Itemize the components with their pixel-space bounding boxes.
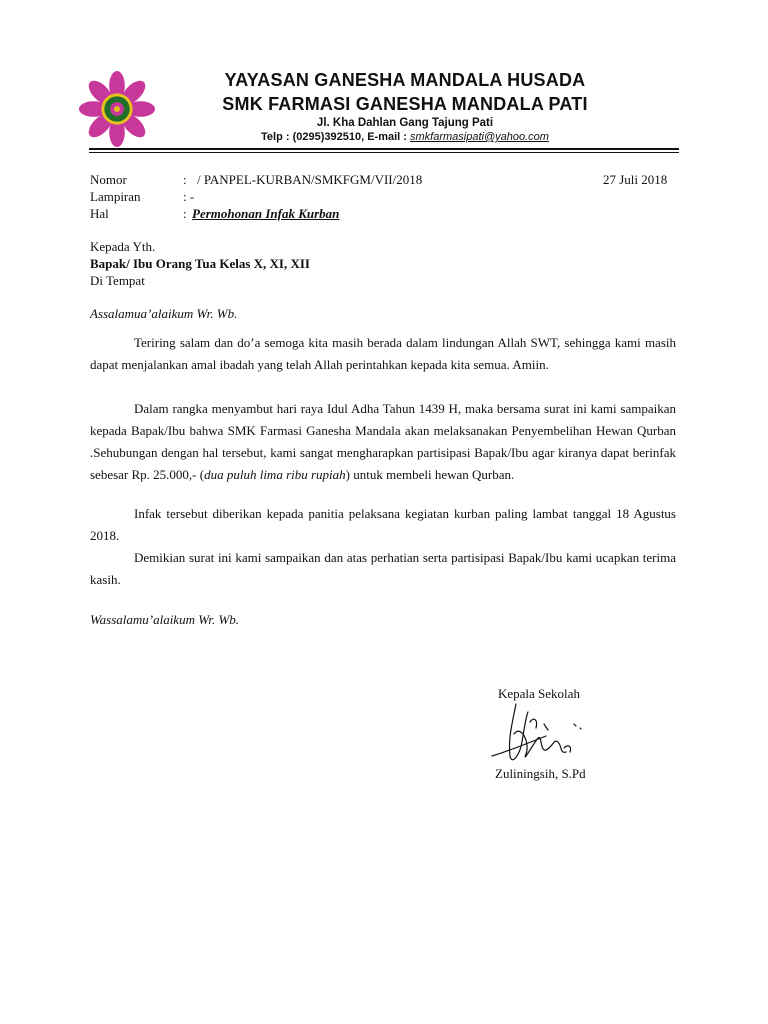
contact-label: Telp : (0295)392510, E-mail : bbox=[261, 131, 407, 143]
hal-subject: Permohonan Infak Kurban bbox=[192, 206, 340, 221]
nomor-value: / PANPEL-KURBAN/SMKFGM/VII/2018 bbox=[197, 172, 423, 187]
letter-date: 27 Juli 2018 bbox=[603, 172, 668, 187]
hal-label: Hal bbox=[90, 206, 109, 221]
lampiran-label: Lampiran bbox=[90, 189, 141, 204]
foundation-name: YAYASAN GANESHA MANDALA HUSADA bbox=[224, 70, 586, 90]
paragraph-4: Demikian surat ini kami sampaikan dan atas perhatian serta partisipasi Bapak/Ibu kami ucapkan terima kasih. bbox=[90, 550, 676, 587]
recipient-line-2: Bapak/ Ibu Orang Tua Kelas X, XI, XII bbox=[90, 256, 310, 271]
lampiran-value: : - bbox=[183, 189, 195, 204]
hal-colon: : bbox=[183, 206, 187, 221]
nomor-label: Nomor bbox=[90, 172, 127, 187]
paragraph-2-text: Dalam rangka menyambut hari raya Idul Adha Tahun 1439 H, maka bersama surat ini kami sampaikan kepada Bapak/Ibu bahwa SMK Farmasi Ganesha Mandala akan melaksanakan Penyembelihan Hewan Qurban .Sehubungan dengan hal tersebut, kami sangat mengharapkan partisipasi Bapak/Ibu agar kiranya dapat berinfak sebesar Rp. 25.000,- ( bbox=[90, 401, 676, 482]
closing-greeting: Wassalamu’alaikum Wr. Wb. bbox=[90, 612, 240, 627]
recipient-line-3: Di Tempat bbox=[90, 273, 145, 288]
nomor-colon: : bbox=[183, 172, 187, 187]
amount-in-words: dua puluh lima ribu rupiah bbox=[204, 467, 346, 482]
paragraph-1: Teriring salam dan do’a semoga kita masih berada dalam lindungan Allah SWT, sehingga kami masih dapat menjalankan amal ibadah yang telah Allah perintahkan kepada kita semua. Amiin. bbox=[90, 335, 676, 372]
opening-greeting: Assalamua’alaikum Wr. Wb. bbox=[90, 306, 238, 321]
school-logo-icon bbox=[78, 70, 156, 148]
paragraph-2 bbox=[90, 398, 676, 486]
paragraph-2-end: ) untuk membeli hewan Qurban. bbox=[345, 467, 515, 482]
signer-title: Kepala Sekolah bbox=[498, 686, 580, 701]
header-divider-thin bbox=[89, 152, 679, 153]
email-link[interactable]: smkfarmasipati@yahoo.com bbox=[410, 131, 549, 143]
paragraph-3: Infak tersebut diberikan kepada panitia pelaksana kegiatan kurban paling lambat tanggal 18 Agustus 2018. bbox=[90, 506, 676, 543]
school-contact bbox=[150, 131, 660, 143]
school-name: SMK FARMASI GANESHA MANDALA PATI bbox=[222, 94, 588, 114]
handwritten-signature-icon bbox=[486, 694, 606, 774]
school-address: Jl. Kha Dahlan Gang Tajung Pati bbox=[316, 117, 494, 129]
header-divider-thick bbox=[89, 148, 679, 150]
signer-name: Zuliningsih, S.Pd bbox=[495, 766, 586, 781]
recipient-line-1: Kepada Yth. bbox=[90, 239, 156, 254]
